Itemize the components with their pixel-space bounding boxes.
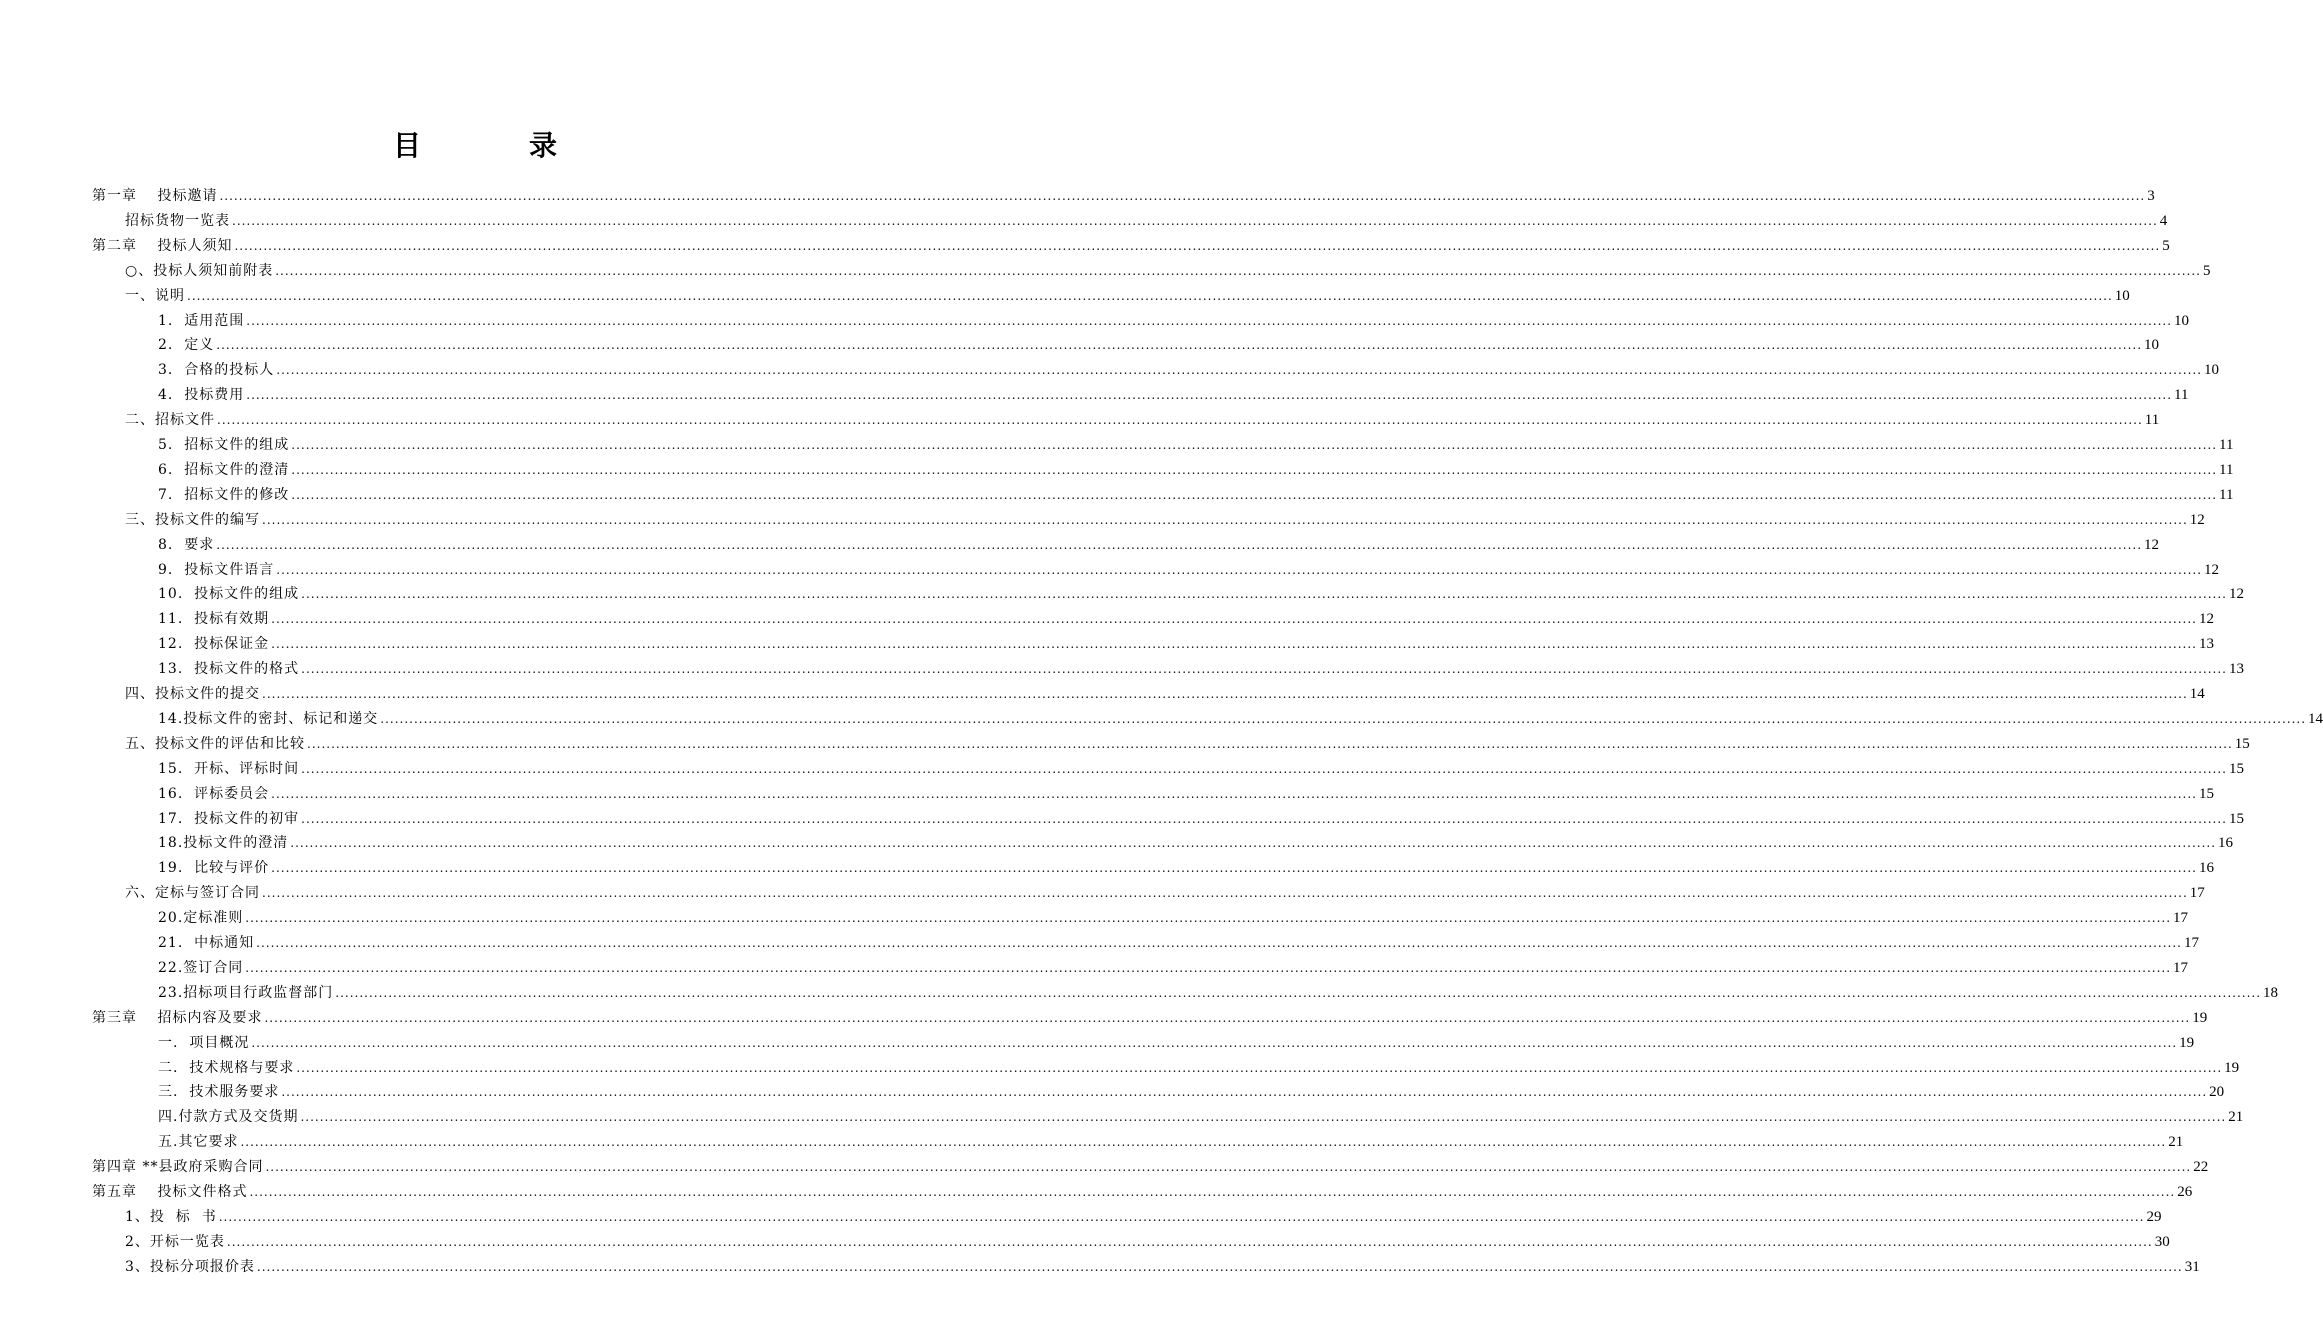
toc-entry-label: 三、投标文件的编写	[125, 511, 260, 528]
toc-entry-label: 4. 投标费用	[158, 387, 245, 404]
toc-entry-page: 16	[2218, 835, 2234, 852]
toc-leader-dots: ................................................................................................................................................................................................................................................................................................................................................................................................................	[300, 1110, 2227, 1125]
toc-entry-page: 17	[2183, 935, 2199, 951]
toc-entry[interactable]	[0, 807, 2244, 832]
toc-entry[interactable]	[0, 1056, 2240, 1081]
toc-entry-page: 19	[2179, 1034, 2195, 1051]
toc-leader-dots: ................................................................................................................................................................................................................................................................................................................................................................................................................	[187, 288, 2113, 303]
toc-entry-label: ○、投标人须知前附表	[125, 262, 274, 279]
toc-entry-label: 二. 技术规格与要求	[158, 1059, 295, 1076]
toc-entry-page: 26	[2177, 1184, 2193, 1200]
toc-entry[interactable]	[0, 533, 2160, 558]
page-title: 目 录	[392, 129, 597, 162]
toc-entry[interactable]	[0, 383, 2189, 408]
toc-leader-dots: ................................................................................................................................................................................................................................................................................................................................................................................................................	[246, 388, 2173, 403]
toc-entry-label: 21. 中标通知	[158, 935, 255, 951]
toc-entry-label: 四、投标文件的提交	[125, 686, 260, 702]
toc-entry[interactable]	[0, 707, 2323, 732]
toc-leader-dots: ................................................................................................................................................................................................................................................................................................................................................................................................................	[301, 811, 2227, 826]
toc-entry-page: 20	[2209, 1084, 2225, 1101]
toc-entry-label: 第二章 投标人须知	[92, 237, 233, 254]
toc-entry-page: 12	[2144, 536, 2160, 553]
toc-entry-label: 17. 投标文件的初审	[158, 810, 300, 827]
toc-leader-dots: ................................................................................................................................................................................................................................................................................................................................................................................................................	[245, 911, 2172, 926]
toc-entry-page: 10	[2204, 362, 2220, 379]
toc-leader-dots: ................................................................................................................................................................................................................................................................................................................................................................................................................	[276, 562, 2203, 577]
toc-entry[interactable]	[0, 582, 2244, 607]
toc-entry[interactable]	[0, 757, 2244, 782]
toc-entry[interactable]	[0, 408, 2160, 433]
toc-entry[interactable]	[0, 1205, 2162, 1230]
toc-entry-page: 14	[2189, 686, 2205, 702]
toc-entry-label: 18.投标文件的澄清	[158, 835, 289, 852]
toc-entry-label: 16. 评标委员会	[158, 785, 270, 802]
toc-entry-label: 四.付款方式及交货期	[158, 1109, 299, 1126]
toc-entry[interactable]	[0, 209, 2168, 234]
toc-entry-page: 11	[2144, 412, 2160, 429]
toc-entry[interactable]	[0, 458, 2234, 483]
toc-leader-dots: ................................................................................................................................................................................................................................................................................................................................................................................................................	[245, 960, 2172, 975]
toc-entry[interactable]	[0, 358, 2220, 383]
toc-leader-dots: ................................................................................................................................................................................................................................................................................................................................................................................................................	[262, 886, 2188, 901]
toc-entry-label: 3. 合格的投标人	[158, 362, 275, 379]
toc-entry-page: 15	[2228, 810, 2244, 827]
toc-entry-label: 第三章 招标内容及要求	[92, 1009, 263, 1026]
toc-entry-label: 10. 投标文件的组成	[158, 586, 300, 603]
toc-entry-page: 19	[2224, 1059, 2240, 1076]
toc-leader-dots: ................................................................................................................................................................................................................................................................................................................................................................................................................	[275, 263, 2201, 278]
toc-entry-label: 19. 比较与评价	[158, 860, 270, 877]
toc-leader-dots: ................................................................................................................................................................................................................................................................................................................................................................................................................	[265, 1160, 2192, 1175]
toc-entry[interactable]	[0, 1080, 2225, 1105]
toc-entry-label: 5. 招标文件的组成	[158, 437, 290, 453]
toc-leader-dots: ................................................................................................................................................................................................................................................................................................................................................................................................................	[301, 761, 2227, 776]
toc-entry-label: 第四章 **县政府采购合同	[92, 1159, 264, 1176]
toc-entry-label: 23.招标项目行政监督部门	[158, 984, 334, 1001]
toc-entry-label: 1. 适用范围	[158, 312, 245, 329]
toc-entry-page: 21	[2168, 1134, 2184, 1151]
toc-entry-label: 招标货物一览表	[125, 212, 230, 229]
toc-entry[interactable]	[0, 234, 2170, 259]
toc-leader-dots: ................................................................................................................................................................................................................................................................................................................................................................................................................	[240, 1135, 2167, 1150]
toc-leader-dots: ................................................................................................................................................................................................................................................................................................................................................................................................................	[276, 363, 2203, 378]
toc-entry[interactable]	[0, 1031, 2195, 1056]
toc-entry-label: 6. 招标文件的澄清	[158, 461, 290, 478]
toc-entry-page: 12	[2228, 586, 2244, 603]
toc-entry-page: 11	[2219, 461, 2234, 478]
toc-leader-dots: ................................................................................................................................................................................................................................................................................................................................................................................................................	[262, 512, 2188, 527]
toc-leader-dots: ................................................................................................................................................................................................................................................................................................................................................................................................................	[219, 189, 2146, 203]
toc-entry-page: 13	[2198, 636, 2214, 653]
toc-leader-dots: ................................................................................................................................................................................................................................................................................................................................................................................................................	[271, 637, 2197, 652]
toc-entry[interactable]	[0, 657, 2244, 682]
toc-entry[interactable]	[0, 1255, 2200, 1280]
toc-entry[interactable]	[0, 782, 2214, 807]
toc-entry-label: 三. 技术服务要求	[158, 1084, 280, 1101]
toc-entry-label: 20.定标准则	[158, 910, 244, 927]
toc-entry[interactable]	[0, 184, 2155, 209]
toc-leader-dots: ................................................................................................................................................................................................................................................................................................................................................................................................................	[380, 711, 2307, 726]
toc-entry-label: 第一章 投标邀请	[92, 188, 218, 204]
toc-entry-page: 11	[2219, 486, 2234, 503]
toc-leader-dots: ................................................................................................................................................................................................................................................................................................................................................................................................................	[307, 736, 2233, 751]
toc-entry-label: 11. 投标有效期	[158, 611, 270, 628]
toc-entry[interactable]	[0, 1155, 2209, 1180]
toc-entry-page: 10	[2174, 312, 2190, 329]
toc-entry-label: 2、开标一览表	[125, 1233, 225, 1250]
toc-entry-page: 12	[2204, 561, 2220, 578]
toc-entry-label: 22.签订合同	[158, 959, 244, 976]
toc-entry-label: 一、说明	[125, 287, 185, 304]
toc-entry-label: 五.其它要求	[158, 1134, 239, 1151]
toc-entry-label: 一. 项目概况	[158, 1034, 250, 1051]
toc-entry-page: 17	[2189, 885, 2205, 902]
toc-entry-label: 二、招标文件	[125, 412, 215, 429]
toc-leader-dots: ................................................................................................................................................................................................................................................................................................................................................................................................................	[217, 413, 2143, 428]
toc-leader-dots: ................................................................................................................................................................................................................................................................................................................................................................................................................	[301, 662, 2227, 677]
toc-entry-page: 31	[2184, 1258, 2200, 1275]
toc-entry[interactable]	[0, 1130, 2184, 1155]
toc-entry-page: 11	[2174, 387, 2189, 404]
toc-entry-label: 第五章 投标文件格式	[92, 1184, 248, 1200]
toc-entry-page: 29	[2146, 1208, 2162, 1225]
toc-entry[interactable]	[0, 956, 2189, 981]
toc-leader-dots: ................................................................................................................................................................................................................................................................................................................................................................................................................	[335, 985, 2262, 1000]
toc-entry-page: 10	[2114, 287, 2130, 304]
toc-entry-page: 12	[2189, 511, 2205, 528]
toc-leader-dots: ................................................................................................................................................................................................................................................................................................................................................................................................................	[271, 786, 2197, 801]
toc-entry[interactable]	[0, 881, 2205, 906]
toc-leader-dots: ................................................................................................................................................................................................................................................................................................................................................................................................................	[216, 338, 2143, 353]
toc-entry-page: 18	[2263, 984, 2279, 1001]
toc-entry[interactable]	[0, 732, 2250, 757]
toc-leader-dots: ................................................................................................................................................................................................................................................................................................................................................................................................................	[234, 238, 2161, 253]
toc-entry-page: 3	[2147, 188, 2155, 204]
toc-entry[interactable]	[0, 483, 2234, 508]
toc-leader-dots: ................................................................................................................................................................................................................................................................................................................................................................................................................	[226, 1234, 2153, 1249]
toc-leader-dots: ................................................................................................................................................................................................................................................................................................................................................................................................................	[249, 1185, 2176, 1199]
toc-entry-page: 17	[2173, 959, 2189, 976]
toc-leader-dots: ................................................................................................................................................................................................................................................................................................................................................................................................................	[291, 487, 2218, 502]
toc-entry-page: 17	[2173, 910, 2189, 927]
toc-leader-dots: ................................................................................................................................................................................................................................................................................................................................................................................................................	[264, 1010, 2191, 1025]
toc-entry[interactable]	[0, 931, 2199, 956]
toc-entry-page: 15	[2234, 735, 2250, 752]
toc-entry-label: 13. 投标文件的格式	[158, 661, 300, 678]
toc-entry-page: 21	[2228, 1109, 2244, 1126]
toc-entry[interactable]	[0, 1105, 2244, 1130]
toc-entry-label: 7. 招标文件的修改	[158, 486, 290, 503]
toc-entry-label: 14.投标文件的密封、标记和递交	[158, 710, 379, 727]
toc-entry[interactable]	[0, 607, 2214, 632]
toc-leader-dots: ................................................................................................................................................................................................................................................................................................................................................................................................................	[291, 462, 2218, 477]
toc-entry[interactable]	[0, 1006, 2208, 1031]
toc-entry[interactable]	[0, 856, 2214, 881]
toc-leader-dots: ................................................................................................................................................................................................................................................................................................................................................................................................................	[216, 537, 2143, 552]
toc-entry-page: 4	[2159, 212, 2168, 229]
toc-entry-page: 16	[2198, 860, 2214, 877]
toc-entry[interactable]	[0, 1230, 2170, 1255]
toc-leader-dots: ................................................................................................................................................................................................................................................................................................................................................................................................................	[291, 438, 2218, 452]
toc-leader-dots: ................................................................................................................................................................................................................................................................................................................................................................................................................	[246, 313, 2173, 328]
toc-entry-label: 9. 投标文件语言	[158, 561, 275, 578]
toc-entry[interactable]	[0, 259, 2211, 284]
toc-entry-label: 六、定标与签订合同	[125, 885, 260, 902]
toc-entry-label: 15. 开标、评标时间	[158, 760, 300, 777]
toc-entry-page: 10	[2144, 337, 2160, 354]
toc-entry-label: 2. 定义	[158, 337, 215, 354]
toc-leader-dots: ................................................................................................................................................................................................................................................................................................................................................................................................................	[232, 213, 2158, 228]
toc-entry-page: 19	[2192, 1009, 2208, 1026]
toc-entry-label: 3、投标分项报价表	[125, 1258, 255, 1275]
toc-entry-page: 30	[2154, 1233, 2170, 1250]
toc-entry[interactable]	[0, 333, 2160, 358]
toc-entry-page: 11	[2219, 437, 2234, 453]
toc-entry-page: 5	[2162, 237, 2170, 254]
toc-entry-page: 22	[2193, 1159, 2209, 1176]
toc-entry-label: 12. 投标保证金	[158, 636, 270, 653]
toc-leader-dots: ................................................................................................................................................................................................................................................................................................................................................................................................................	[262, 687, 2188, 701]
toc-leader-dots: ................................................................................................................................................................................................................................................................................................................................................................................................................	[296, 1060, 2223, 1075]
toc-entry[interactable]	[0, 433, 2234, 458]
toc-entry[interactable]	[0, 906, 2189, 931]
toc-leader-dots: ................................................................................................................................................................................................................................................................................................................................................................................................................	[281, 1085, 2208, 1100]
toc-entry-page: 13	[2228, 661, 2244, 678]
toc-entry-page: 12	[2198, 611, 2214, 628]
toc-entry-page: 5	[2203, 262, 2211, 279]
toc-leader-dots: ................................................................................................................................................................................................................................................................................................................................................................................................................	[271, 612, 2197, 627]
toc-entry[interactable]	[0, 682, 2205, 707]
toc-entry[interactable]	[0, 558, 2220, 583]
toc-leader-dots: ................................................................................................................................................................................................................................................................................................................................................................................................................	[256, 1259, 2183, 1274]
toc-leader-dots: ................................................................................................................................................................................................................................................................................................................................................................................................................	[256, 936, 2182, 950]
toc-entry[interactable]	[0, 1180, 2193, 1205]
toc-entry-page: 14	[2308, 710, 2323, 727]
toc-leader-dots: ................................................................................................................................................................................................................................................................................................................................................................................................................	[271, 861, 2197, 876]
toc-entry-label: 1、投 标 书	[125, 1208, 217, 1225]
toc-entry[interactable]	[0, 284, 2130, 309]
toc-leader-dots: ................................................................................................................................................................................................................................................................................................................................................................................................................	[218, 1209, 2145, 1224]
toc-entry-label: 8. 要求	[158, 536, 215, 553]
toc-entry[interactable]	[0, 632, 2214, 657]
toc-entry-page: 15	[2228, 760, 2244, 777]
toc-leader-dots: ................................................................................................................................................................................................................................................................................................................................................................................................................	[251, 1035, 2178, 1050]
toc-entry[interactable]	[0, 309, 2190, 334]
toc-entry-page: 15	[2198, 785, 2214, 802]
toc-leader-dots: ................................................................................................................................................................................................................................................................................................................................................................................................................	[290, 836, 2217, 851]
toc-leader-dots: ................................................................................................................................................................................................................................................................................................................................................................................................................	[301, 587, 2227, 602]
toc-entry[interactable]	[0, 831, 2234, 856]
toc-entry[interactable]	[0, 981, 2279, 1006]
toc-entry-label: 五、投标文件的评估和比较	[125, 735, 305, 752]
toc-entry[interactable]	[0, 508, 2205, 533]
